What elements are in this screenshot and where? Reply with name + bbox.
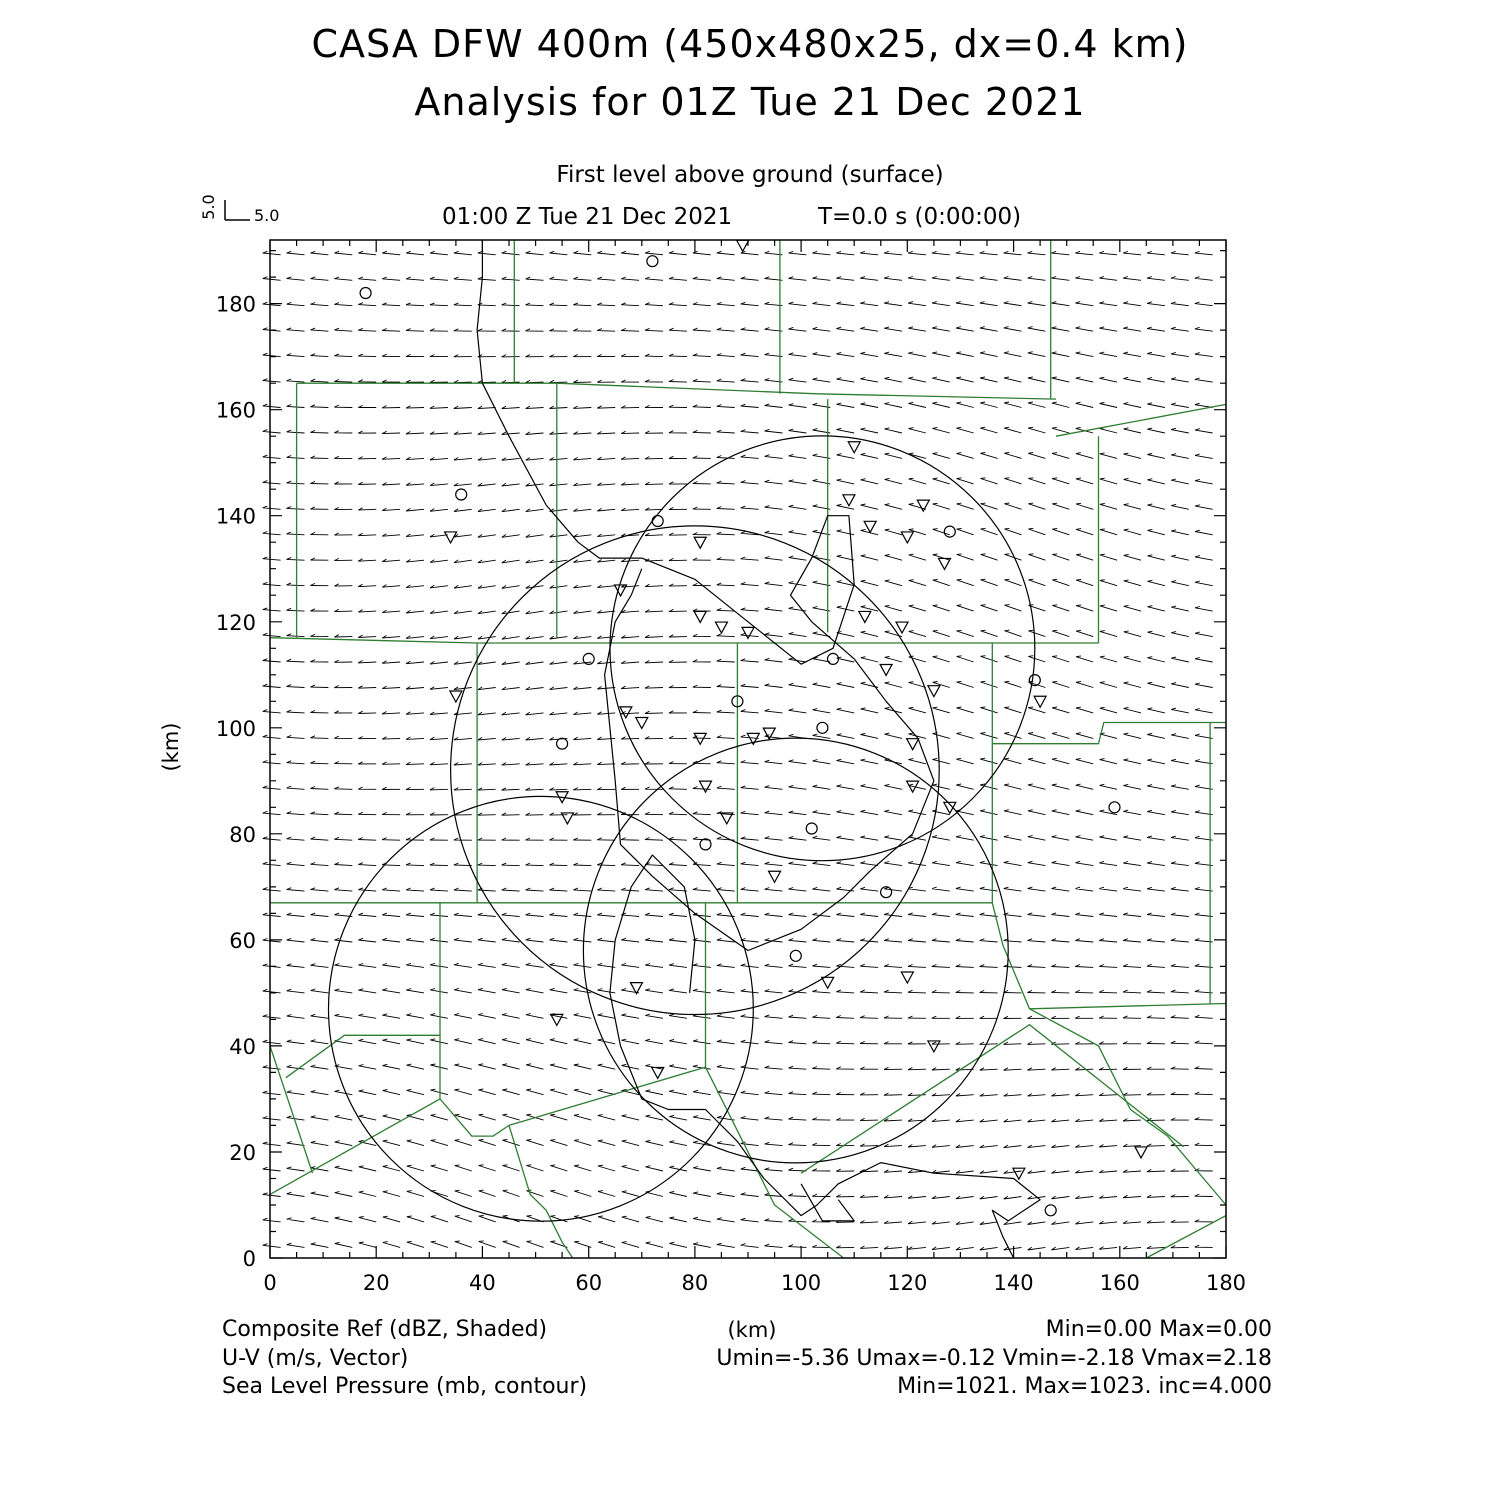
station-triangle-39 — [1135, 1147, 1147, 1158]
county-boundaries — [270, 240, 1226, 1258]
station-triangle-23 — [1034, 696, 1046, 707]
vector-key — [199, 194, 279, 225]
legend-field3: Sea Level Pressure (mb, contour) — [222, 1374, 588, 1399]
station-triangle-11 — [715, 622, 727, 633]
station-circle-12 — [700, 839, 711, 850]
axis-ticks — [270, 240, 1226, 1258]
station-triangle-38 — [1013, 1168, 1025, 1179]
y-axis-label: (km) — [159, 722, 183, 772]
x-axis-label: (km) — [727, 1318, 777, 1342]
station-triangle-12 — [742, 627, 754, 638]
radar-range-rings — [329, 436, 1035, 1221]
station-triangle-14 — [896, 622, 908, 633]
legend-field1: Composite Ref (dBZ, Shaded) — [222, 1317, 548, 1342]
tick-marks — [270, 240, 1226, 1258]
county-line-0 — [270, 638, 1099, 643]
station-circle-1 — [647, 256, 658, 267]
radar-ring-0 — [329, 796, 754, 1221]
station-triangle-13 — [859, 611, 871, 622]
station-triangle-8 — [917, 500, 929, 511]
pressure-contour-2 — [801, 1184, 854, 1221]
y-tick-label: 60 — [229, 928, 256, 953]
radar-ring-3 — [610, 436, 1035, 861]
y-tick-label: 20 — [229, 1141, 256, 1165]
station-circle-0 — [360, 288, 371, 299]
station-triangle-34 — [901, 972, 913, 983]
x-tick-label: 80 — [681, 1271, 709, 1295]
station-triangle-3 — [694, 537, 706, 548]
x-tick-label: 120 — [887, 1271, 928, 1295]
station-triangle-21 — [880, 664, 892, 675]
station-circle-15 — [1109, 802, 1120, 813]
station-circle-3 — [652, 516, 663, 527]
station-triangle-31 — [769, 871, 781, 882]
plot-title-line1: CASA DFW 400m (450x480x25, dx=0.4 km) — [311, 22, 1189, 66]
county-line-14 — [992, 723, 1226, 744]
county-line-23 — [801, 1025, 1183, 1174]
x-tick-label: 100 — [781, 1271, 822, 1295]
y-tick-label: 160 — [215, 398, 256, 423]
plot-title-line2: Analysis for 01Z Tue 21 Dec 2021 — [414, 80, 1086, 124]
y-tick-label: 100 — [215, 716, 256, 741]
vector-key-v-label: 5.0 — [199, 194, 218, 220]
station-circle-8 — [817, 722, 828, 733]
station-triangle-17 — [636, 717, 648, 728]
legend-field1-stats: Min=0.00 Max=0.00 — [1045, 1317, 1272, 1342]
county-line-17 — [286, 903, 440, 1078]
station-triangle-22 — [928, 686, 940, 697]
y-tick-label: 0 — [242, 1247, 256, 1271]
forecast-time-label: T=0.0 s (0:00:00) — [818, 204, 1022, 230]
y-tick-label: 140 — [215, 504, 256, 529]
x-tick-label: 140 — [993, 1271, 1034, 1295]
station-circle-4 — [944, 526, 955, 537]
station-triangle-18 — [694, 733, 706, 744]
county-line-22 — [706, 1067, 844, 1258]
station-triangle-27 — [700, 781, 712, 792]
x-tick-label: 160 — [1099, 1271, 1140, 1295]
y-tick-label: 40 — [229, 1034, 256, 1059]
station-circle-7 — [828, 653, 839, 664]
y-tick-label: 120 — [215, 610, 256, 635]
county-line-25 — [992, 903, 1226, 1205]
station-circle-16 — [1045, 1205, 1056, 1216]
y-tick-label: 180 — [215, 292, 256, 317]
legend-field2-stats: Umin=-5.36 Umax=-0.12 Vmin=-2.18 Vmax=2.18 — [716, 1346, 1272, 1371]
station-triangle-33 — [822, 977, 834, 988]
station-circle-11 — [806, 823, 817, 834]
x-tick-label: 60 — [575, 1271, 603, 1295]
station-circle-14 — [790, 950, 801, 961]
station-triangle-24 — [907, 739, 919, 750]
station-triangle-15 — [450, 691, 462, 702]
station-triangle-6 — [864, 521, 876, 532]
station-triangle-4 — [848, 442, 860, 453]
valid-time-label: 01:00 Z Tue 21 Dec 2021 — [442, 204, 733, 230]
station-circle-9 — [557, 738, 568, 749]
plot-frame — [270, 240, 1226, 1258]
station-circle-2 — [456, 489, 467, 500]
x-tick-label: 40 — [469, 1271, 496, 1295]
county-line-18 — [440, 1035, 509, 1136]
x-tick-label: 180 — [1205, 1271, 1247, 1295]
y-tick-label: 80 — [229, 822, 256, 847]
vector-key-u-label: 5.0 — [254, 206, 280, 225]
level-label: First level above ground (surface) — [556, 162, 944, 188]
county-line-16 — [1030, 1004, 1227, 1009]
legend-field2: U-V (m/s, Vector) — [222, 1346, 409, 1371]
x-tick-label: 20 — [362, 1271, 390, 1295]
station-triangle-5 — [843, 495, 855, 506]
station-triangle-10 — [694, 611, 706, 622]
station-triangle-36 — [928, 1041, 940, 1052]
x-tick-label: 0 — [263, 1271, 277, 1295]
legend-field3-stats: Min=1021. Max=1023. inc=4.000 — [897, 1374, 1272, 1399]
station-triangle-7 — [901, 532, 913, 543]
station-triangle-0 — [737, 240, 749, 251]
county-line-2 — [297, 383, 1056, 399]
